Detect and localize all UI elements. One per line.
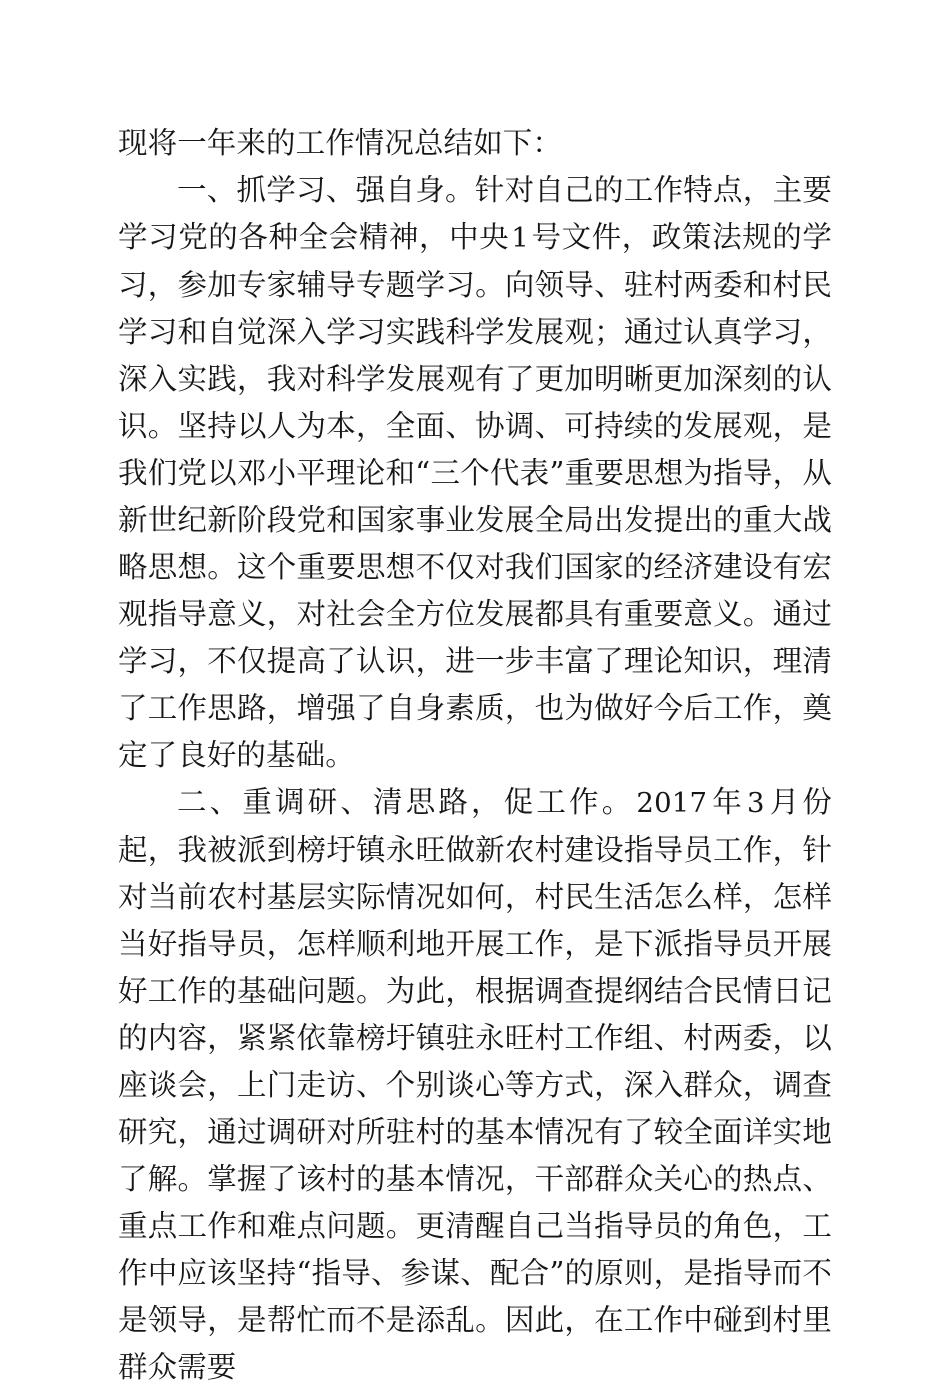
section-two-inline-year: 2017	[636, 787, 708, 819]
section-two-text-after-month: 月份起，我被派到榜圩镇永旺做新农村建设指导员工作，针对当前农村基层实际情况如何，村民生活怎么样，怎样当好指导员，怎样顺利地开展工作，是下派指导员开展好工作的基础问题。为此，根据调查提纲结合民情日记的内容，紧紧依靠榜圩镇驻永旺村工作组、村两委，以座谈会，上门走访、个别谈心等方式，深入群众，调查研究，通过调研对所驻村的基本情况有了较全面详实地了解。掌握了该村的基本情况，干部群众关心的热点、重点工作和难点问题。更清醒自己当指导员的角色，工作中应该坚持“指导、参谋、配合”的原则，是指导而不是领导，是帮忙而不是添乱。因此，在工作中碰到村里群众需要	[118, 785, 832, 1384]
section-two-text-after-year: 年	[709, 785, 745, 819]
document-text-body	[118, 120, 832, 1391]
section-two-text-before-year: 二、重调研、清思路，促工作。	[177, 785, 635, 819]
paragraph-intro	[118, 120, 832, 167]
section-one-text-before-number: 一、抓学习、强自身。针对自己的工作特点，主要学习党的各种全会精神，中央	[118, 173, 832, 254]
paragraph-intro-text: 现将一年来的工作情况总结如下：	[118, 126, 563, 160]
paragraph-section-two	[118, 779, 832, 1391]
section-one-text-after-number: 号文件，政策法规的学习，参加专家辅导专题学习。向领导、驻村两委和村民学习和自觉深入学习实践科学发展观；通过认真学习，深入实践，我对科学发展观有了更加明晰更加深刻的认识。坚持以人为本，全面、协调、可持续的发展观，是我们党以邓小平理论和“三个代表”重要思想为指导，从新世纪新阶段党和国家事业发展全局出发提出的重大战略思想。这个重要思想不仅对我们国家的经济建设有宏观指导意义，对社会全方位发展都具有重要意义。通过学习，不仅提高了认识，进一步丰富了理论知识，理清了工作思路，增强了自身素质，也为做好今后工作，奠定了良好的基础。	[118, 220, 832, 772]
section-one-inline-number: 1	[511, 222, 529, 254]
paragraph-section-one	[118, 167, 832, 779]
section-two-inline-month: 3	[746, 787, 765, 819]
